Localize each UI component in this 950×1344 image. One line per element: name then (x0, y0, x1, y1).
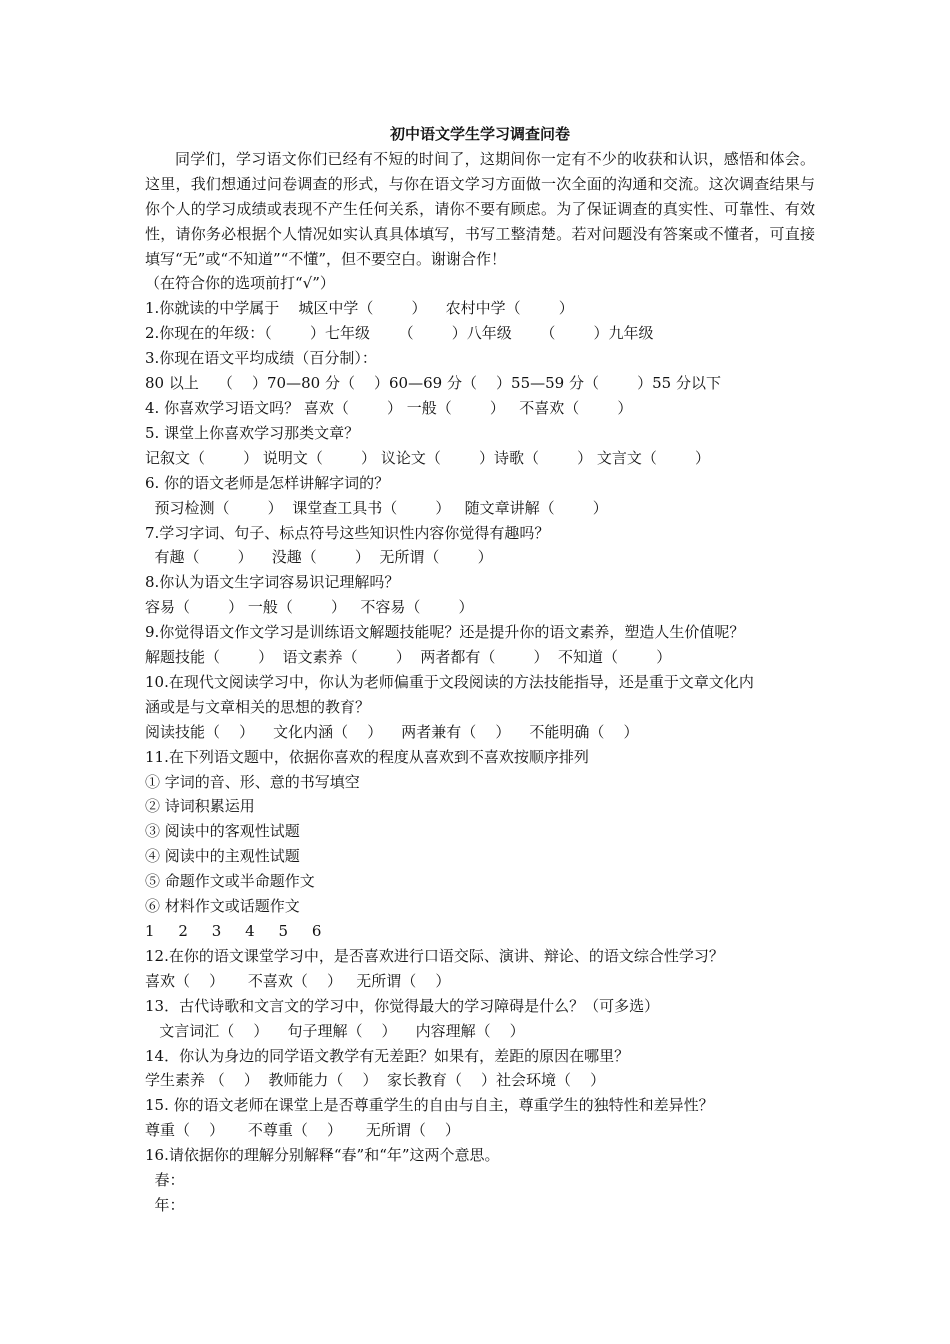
question-line: ⑤ 命题作文或半命题作文 (145, 872, 315, 891)
question-line: 1 2 3 4 5 6 (145, 922, 322, 940)
question-line: 文言词汇（ ） 句子理解（ ） 内容理解（ ） (145, 1021, 525, 1040)
question-line: 4. 你喜欢学习语文吗？ 喜欢（ ） 一般（ ） 不喜欢（ ） (145, 398, 633, 417)
question-line: 11.在下列语文题中，依据你喜欢的程度从喜欢到不喜欢按顺序排列 (145, 747, 589, 766)
intro-paragraph: 同学们，学习语文你们已经有不短的时间了，这期间你一定有不少的收获和认识，感悟和体会。这里，我们想通过问卷调查的形式，与你在语文学习方面做一次全面的沟通和交流。这次调查结果与你个人的学习成绩或表现不产生任何关系，请你不要有顾虑。为了保证调查的真实性、可靠性、有效性，请你务必根据个人情况如实认真具体填写，书写工整清楚。若对问题没有答案或不懂者，可直接填写“无”或“不知道”“不懂”，但不要空白。谢谢合作！ (145, 149, 815, 268)
question-line: 喜欢（ ） 不喜欢（ ） 无所谓（ ） (145, 971, 451, 990)
document-title: 初中语文学生学习调查问卷 (389, 125, 570, 143)
question-line: 2.你现在的年级：（ ）七年级 （ ）八年级 （ ）九年级 (145, 324, 654, 343)
question-line: 有趣（ ） 没趣（ ） 无所谓（ ） (145, 548, 493, 567)
question-line: 预习检测（ ） 课堂查工具书（ ） 随文章讲解（ ） (145, 498, 608, 517)
question-line: 15. 你的语文老师在课堂上是否尊重学生的自由与自主，尊重学生的独特性和差异性？ (145, 1096, 714, 1115)
question-line: 12.在你的语文课堂学习中，是否喜欢进行口语交际、演讲、辩论、的语文综合性学习？ (145, 946, 724, 965)
question-line: 1.你就读的中学属于 城区中学（ ） 农村中学（ ） (145, 299, 574, 318)
question-line: ② 诗词积累运用 (145, 797, 255, 816)
question-line: 解题技能（ ） 语文素养（ ） 两者都有（ ） 不知道（ ） (145, 648, 672, 667)
question-line: ① 字词的音、形、意的书写填空 (145, 772, 360, 791)
question-line: 80 以上 （ ）70—80 分（ ）60—69 分（ ）55—59 分（ ）55 分以下 (145, 374, 721, 393)
question-line: 9.你觉得语文作文学习是训练语文解题技能呢？还是提升你的语文素养，塑造人生价值呢？ (145, 623, 745, 642)
question-line: ⑥ 材料作文或话题作文 (145, 897, 300, 916)
questionnaire-body (145, 122, 815, 1218)
question-line: ④ 阅读中的主观性试题 (145, 847, 300, 866)
question-line: 5. 课堂上你喜欢学习那类文章？ (145, 423, 360, 442)
question-line: 学生素养 （ ） 教师能力（ ） 家长教育（ ）社会环境（ ） (145, 1071, 606, 1090)
question-line: 容易（ ） 一般（ ） 不容易（ ） (145, 598, 474, 617)
question-line: 14．你认为身边的同学语文教学有无差距？如果有，差距的原因在哪里？ (145, 1046, 630, 1065)
question-line: ③ 阅读中的客观性试题 (145, 822, 300, 841)
question-line: 6. 你的语文老师是怎样讲解字词的？ (145, 473, 390, 492)
question-line: 10.在现代文阅读学习中，你认为老师偏重于文段阅读的方法技能指导，还是重于文章文化内 (145, 672, 754, 691)
question-line: 记叙文（ ） 说明文（ ） 议论文（ ）诗歌（ ） 文言文（ ） (145, 448, 711, 467)
question-line: 7.学习字词、句子、标点符号这些知识性内容你觉得有趣吗？ (145, 523, 550, 542)
question-line: 8.你认为语文生字词容易识记理解吗？ (145, 573, 400, 592)
question-line: 春： (145, 1171, 185, 1190)
question-line: 13．古代诗歌和文言文的学习中，你觉得最大的学习障碍是什么？（可多选） (145, 996, 660, 1015)
question-line: 尊重（ ） 不尊重（ ） 无所谓（ ） (145, 1121, 460, 1140)
question-line: 涵或是与文章相关的思想的教育？ (145, 697, 371, 716)
question-line: 阅读技能（ ） 文化内涵（ ） 两者兼有（ ） 不能明确（ ） (145, 722, 639, 741)
question-line: 3.你现在语文平均成绩（百分制）： (145, 349, 377, 368)
question-line: 16.请依据你的理解分别解释“春”和“年”这两个意思。 (145, 1146, 500, 1165)
question-line: 年： (145, 1195, 185, 1214)
question-list (145, 271, 815, 1217)
question-line: （在符合你的选项前打“√”） (145, 274, 335, 293)
